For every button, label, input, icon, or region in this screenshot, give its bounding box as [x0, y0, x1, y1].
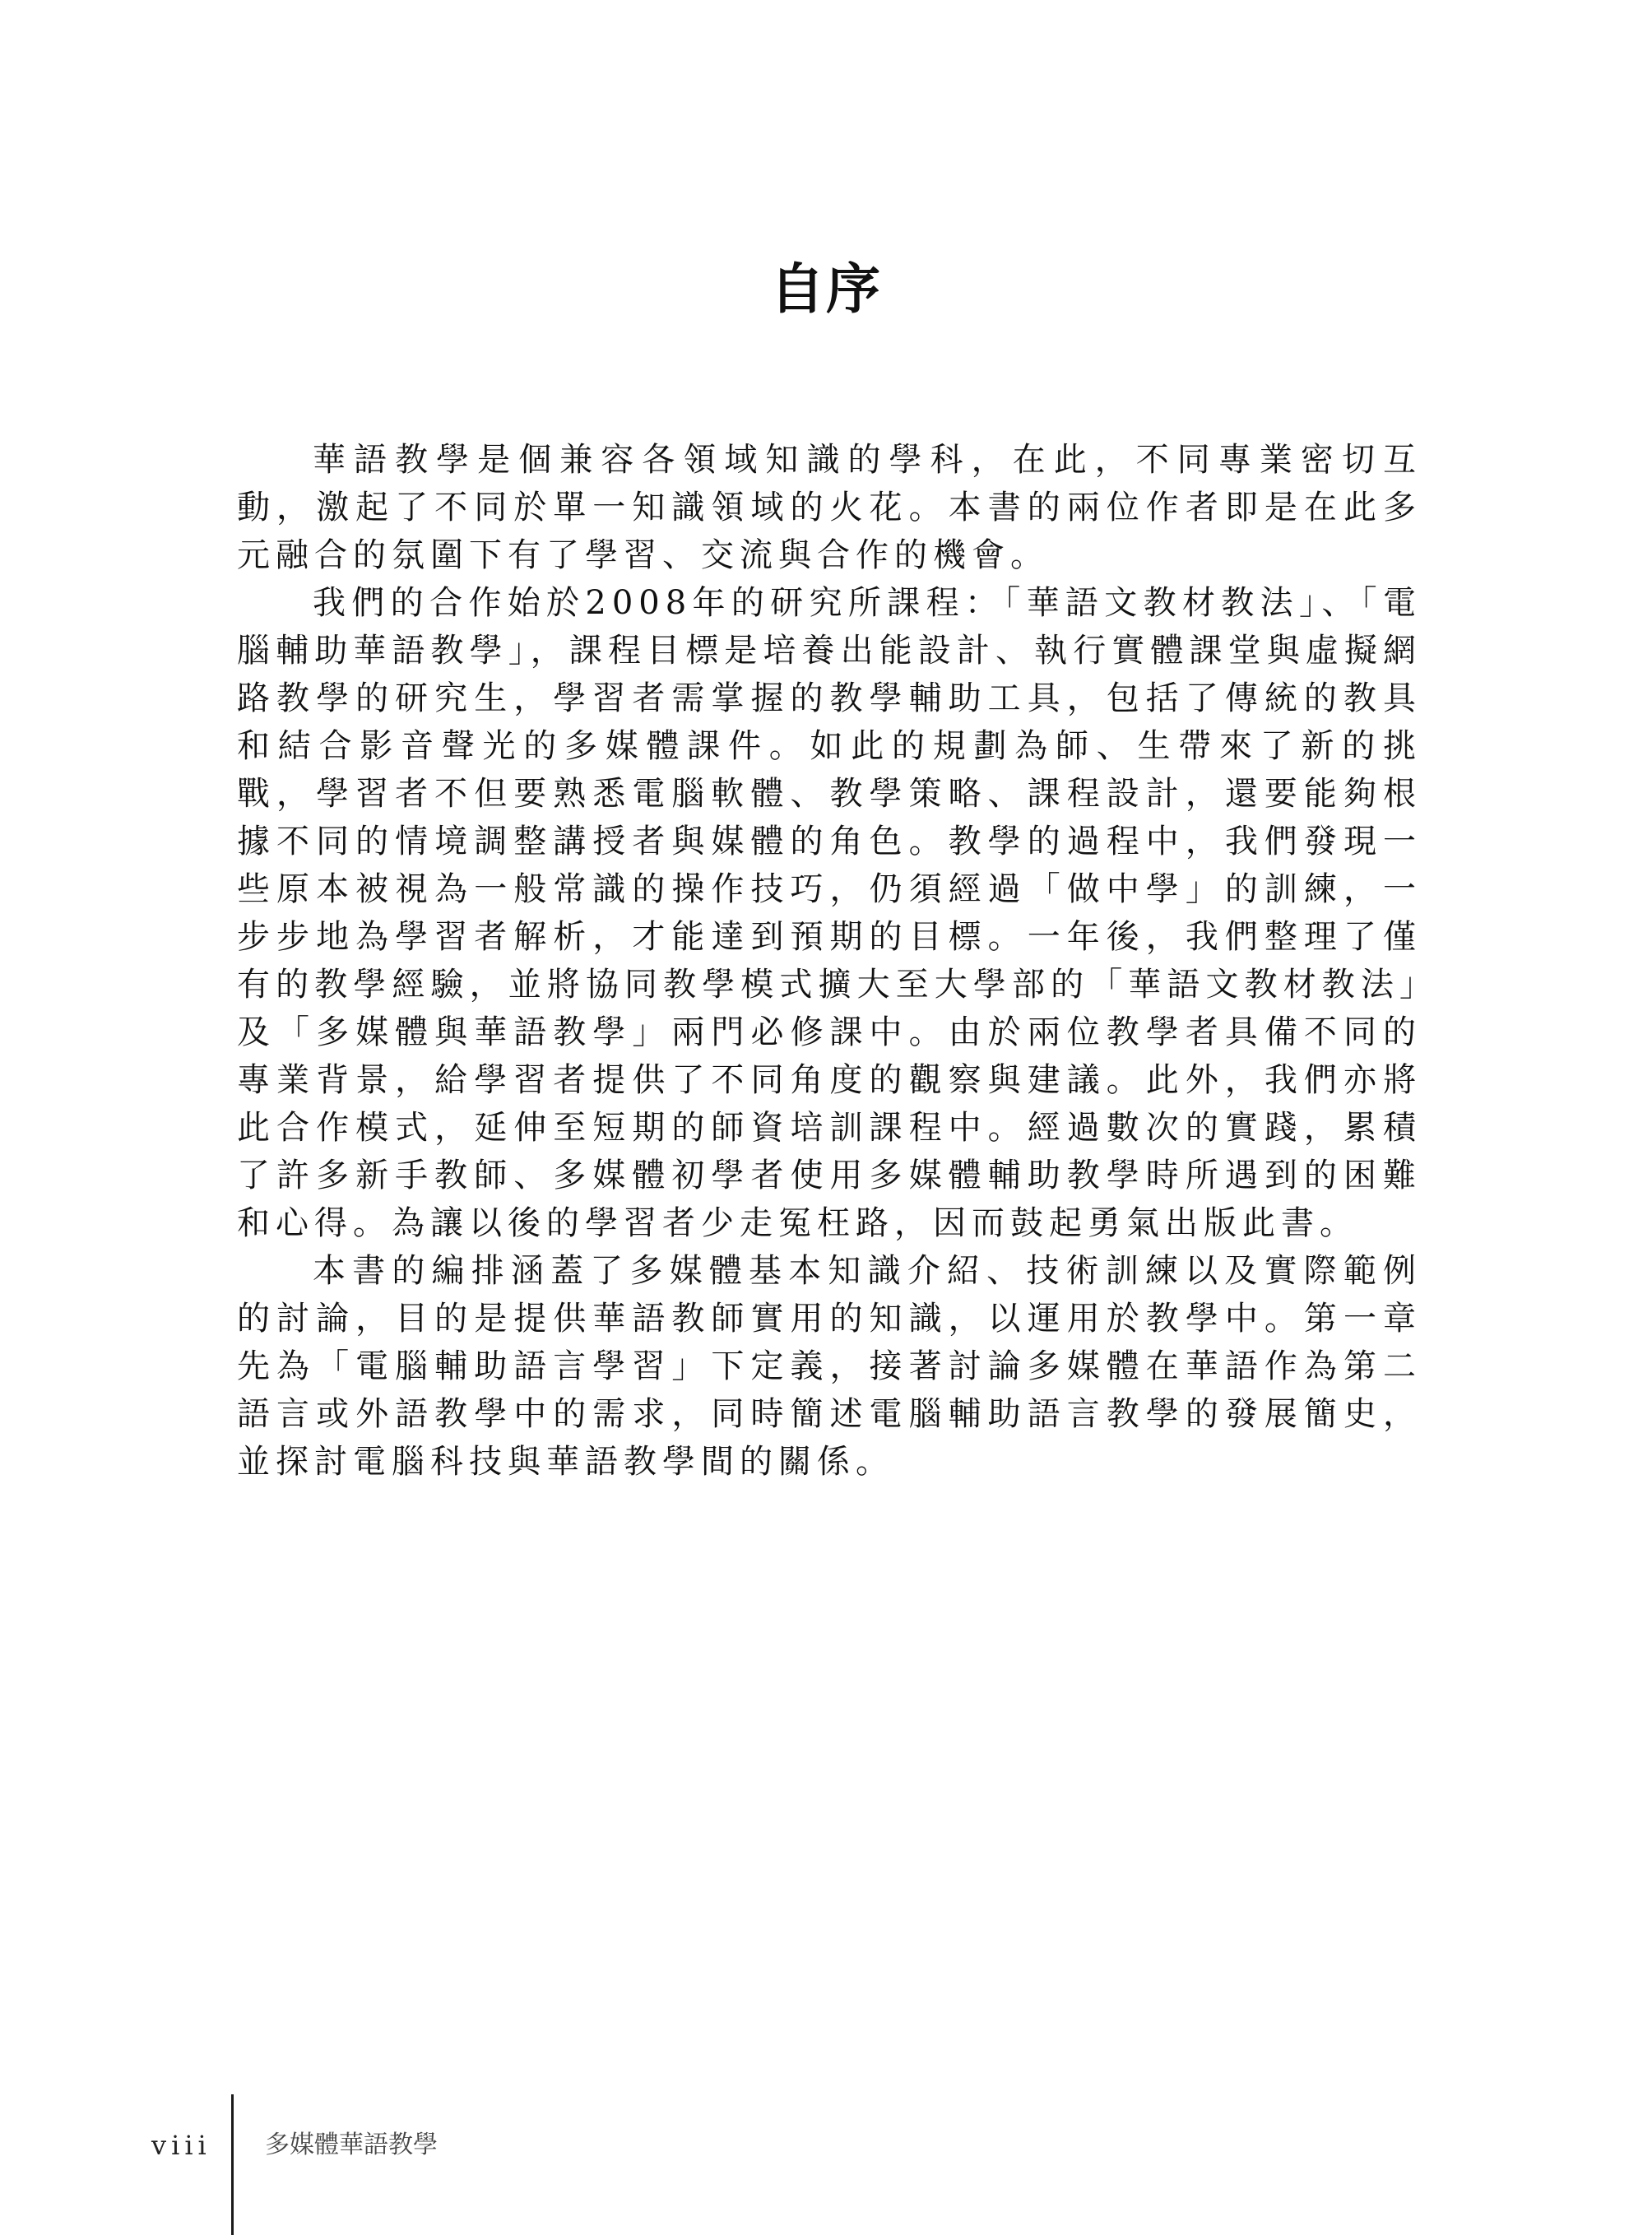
footer-divider	[231, 2094, 234, 2235]
page-title: 自序	[770, 257, 882, 322]
running-footer-book-title: 多媒體華語教學	[265, 2131, 438, 2159]
preface-body	[237, 436, 1422, 1486]
paragraph-intro: 華語教學是個兼容各領域知識的學科，在此，不同專業密切互動，激起了不同於單一知識領域的火花。本書的兩位作者即是在此多元融合的氛圍下有了學習、交流與合作的機會。	[237, 441, 1422, 574]
page-number: viii	[151, 2130, 211, 2161]
paragraph-collaboration: 我們的合作始於2008年的研究所課程：「華語文教材教法」、「電腦輔助華語教學」，課程目標是培養出能設計、執行實體課堂與虛擬網路教學的研究生，學習者需掌握的教學輔助工具，包括了傳統的教具和結合影音聲光的多媒體課件。如此的規劃為師、生帶來了新的挑戰，學習者不但要熟悉電腦軟體、教學策略、課程設計，還要能夠根據不同的情境調整講授者與媒體的角色。教學的過程中，我們發現一些原本被視為一般常識的操作技巧，仍須經過「做中學」的訓練，一步步地為學習者解析，才能達到預期的目標。一年後，我們整理了僅有的教學經驗，並將協同教學模式擴大至大學部的「華語文教材教法」及「多媒體與華語教學」兩門必修課中。由於兩位教學者具備不同的專業背景，給學習者提供了不同角度的觀察與建議。此外，我們亦將此合作模式，延伸至短期的師資培訓課程中。經過數次的實踐，累積了許多新手教師、多媒體初學者使用多媒體輔助教學時所遇到的困難和心得。為讓以後的學習者少走冤枉路，因而鼓起勇氣出版此書。	[237, 584, 1422, 1242]
paragraph-book-structure: 本書的編排涵蓋了多媒體基本知識介紹、技術訓練以及實際範例的討論，目的是提供華語教師實用的知識，以運用於教學中。第一章先為「電腦輔助語言學習」下定義，接著討論多媒體在華語作為第二語言或外語教學中的需求，同時簡述電腦輔助語言教學的發展簡史，並探討電腦科技與華語教學間的關係。	[237, 1252, 1422, 1481]
